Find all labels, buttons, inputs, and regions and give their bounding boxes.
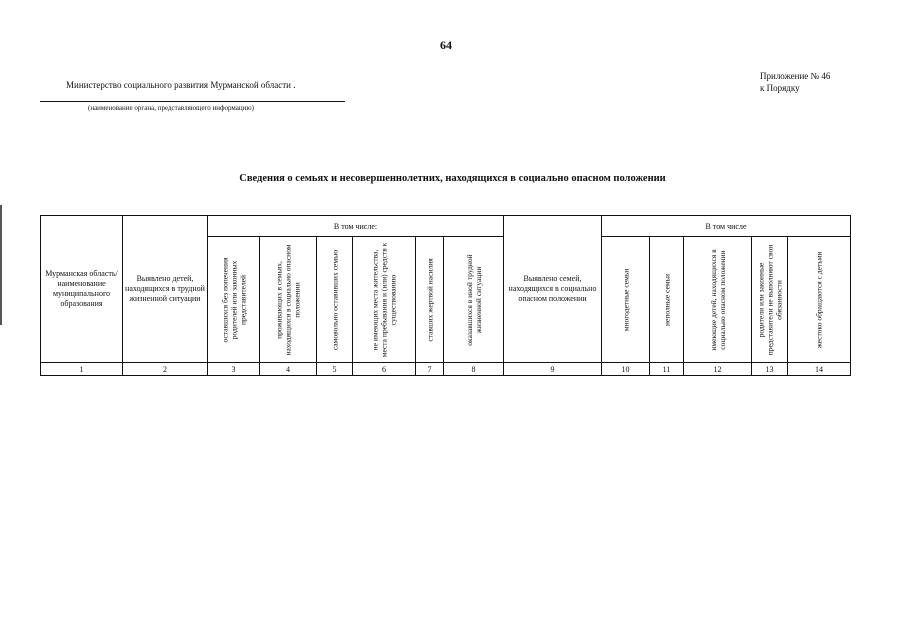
appendix-note: [760, 70, 830, 94]
organization-caption: (наименование органа, представляющего информацию): [88, 104, 254, 112]
header-families-identified: Выявлено семей, находящихся в социально опасном положении: [504, 216, 602, 363]
column-number: 7: [416, 363, 444, 376]
column-number: 11: [650, 363, 684, 376]
header-sub-col-5: [317, 237, 353, 363]
header-row-groups: [41, 216, 851, 237]
column-number: 14: [788, 363, 851, 376]
column-number: 10: [602, 363, 650, 376]
scan-edge-mark: [0, 205, 2, 325]
column-number: 9: [504, 363, 602, 376]
column-number: 8: [444, 363, 504, 376]
header-sub-col-12: [684, 237, 752, 363]
page-number: 64: [440, 38, 452, 52]
document-title: Сведения о семьях и несовершеннолетних, находящихся в социально опасном положении: [239, 173, 666, 184]
header-sub-col-4: [260, 237, 317, 363]
header-sub-label: ставших жертвой насилия: [425, 257, 434, 342]
header-sub-col-13: [752, 237, 788, 363]
header-sub-col-3: [208, 237, 260, 363]
header-sub-col-7: [416, 237, 444, 363]
header-sub-label: жестоко обращаются с детьми: [814, 251, 824, 348]
header-families-group: В том числе: [602, 216, 851, 237]
header-sub-label: самовольно оставивших семью: [330, 249, 339, 350]
column-number: 6: [353, 363, 416, 376]
header-sub-col-14: [788, 237, 851, 363]
organization-underline: [40, 101, 345, 102]
header-sub-label: оказавшихся в иной трудной жизненной ситуации: [464, 253, 483, 346]
column-number: 4: [260, 363, 317, 376]
statistics-table: [40, 215, 851, 376]
column-number: 1: [41, 363, 123, 376]
organization-name: Министерство социального развития Мурманской области .: [66, 80, 296, 90]
column-number: 3: [208, 363, 260, 376]
header-sub-label: имеющие детей, находящихся в социально опасном положении: [708, 248, 727, 351]
column-number: 5: [317, 363, 353, 376]
header-sub-label: неполные семьи: [662, 273, 671, 326]
header-sub-label: не имеющих места жительства, места пребывания и (или) средств к существованию: [370, 242, 398, 357]
header-sub-label: проживающих в семьях, находящихся в социально опасном положении: [274, 243, 302, 356]
header-sub-col-8: [444, 237, 504, 363]
header-children-identified: Выявлено детей, находящихся в трудной жизненной ситуации: [123, 216, 208, 363]
header-sub-label: родители или законные представители не выполняют свои обязанности: [756, 244, 783, 355]
column-number: 13: [752, 363, 788, 376]
header-children-group: В том числе:: [208, 216, 504, 237]
header-sub-label: оставшихся без попечения родителей или законных представителей: [220, 257, 247, 342]
column-number: 12: [684, 363, 752, 376]
column-number: 2: [123, 363, 208, 376]
header-sub-col-10: [602, 237, 650, 363]
header-sub-col-11: [650, 237, 684, 363]
header-sub-col-6: [353, 237, 416, 363]
header-region: Мурманская область/ наименование муниципального образования: [41, 216, 123, 363]
appendix-number: Приложение № 46: [760, 71, 831, 81]
header-sub-label: многодетные семьи: [621, 268, 630, 331]
column-number-row: [41, 363, 851, 376]
appendix-reference: к Порядку: [760, 83, 800, 93]
